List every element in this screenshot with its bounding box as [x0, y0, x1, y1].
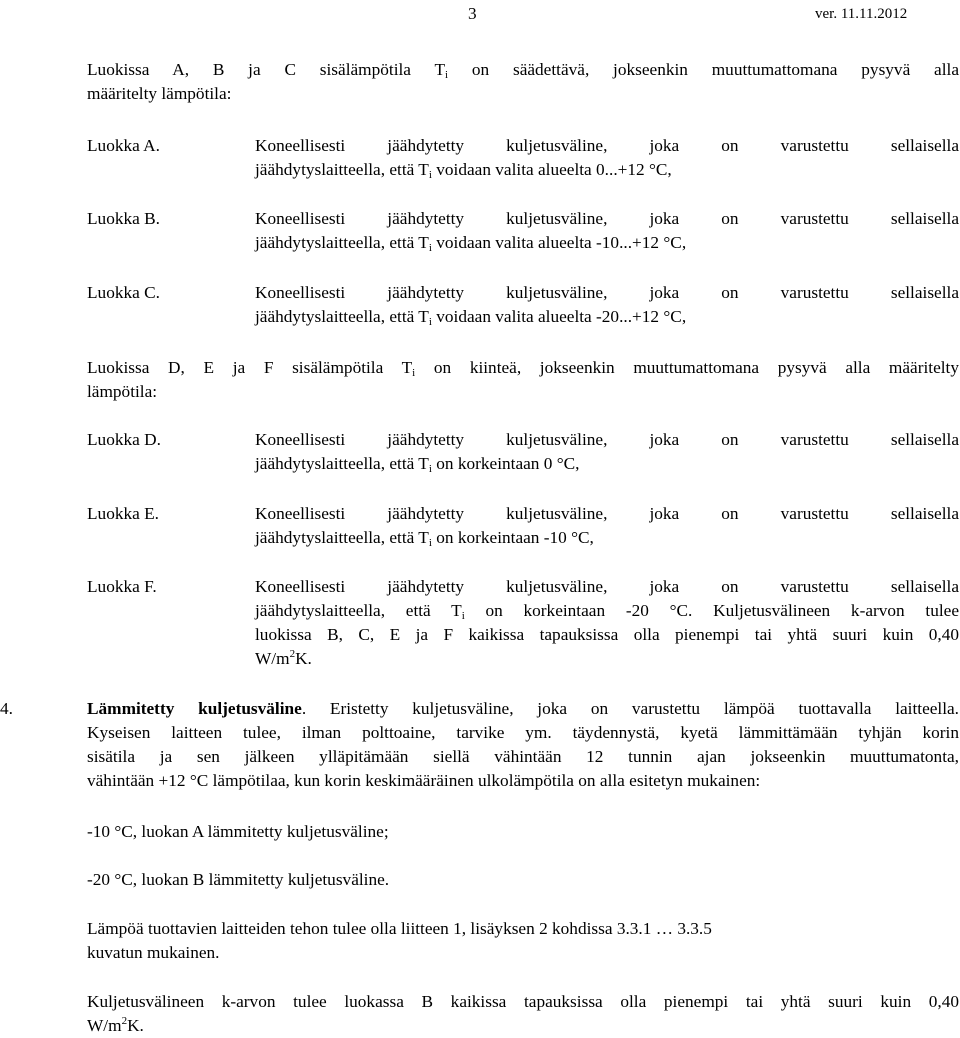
intro-def-paragraph: Luokissa D, E ja F sisälämpötila $T_i$ on kiinteä, jokseenkin muuttumattomana pysyvä alla määritelty lämpötila:	[87, 358, 959, 401]
class-b-label: Luokka B.	[87, 209, 160, 228]
class-b-description: Koneellisesti jäähdytetty kuljetusväline, joka on varustettu sellaisella jäähdytyslaitteella, että $T_i$ voidaan valita alueelta -10...+12 °C,	[255, 209, 959, 254]
class-a-description: Koneellisesti jäähdytetty kuljetusväline, joka on varustettu sellaisella jäähdytyslaitteella, että $T_i$ voidaan valita alueelta 0...+12 °C,	[255, 136, 959, 181]
class-e-description: Koneellisesti jäähdytetty kuljetusväline, joka on varustettu sellaisella jäähdytyslaitteella, että $T_i$ on korkeintaan -10 °C,	[255, 504, 959, 549]
class-e-label: Luokka E.	[87, 504, 159, 523]
class-d-label: Luokka D.	[87, 430, 161, 449]
k-value-note: Kuljetusvälineen k-arvon tulee luokassa B kaikissa tapauksissa olla pienempi tai yhtä suuri kuin 0,40 $W/m^2K$.	[87, 992, 959, 1035]
class-f-label: Luokka F.	[87, 577, 157, 596]
section-4-paragraph: Lämmitetty kuljetusväline. Eristetty kuljetusväline, joka on varustettu lämpöä tuottavalla laitteella. Kyseisen laitteen tulee, ilman polttoaine, tarvike ym. täydennystä, kyetä lämmittämään tyhjän korin sisätila ja sen jälkeen ylläpitämään siellä vähintään 12 tunnin ajan jokseenkin muuttumatonta, vähintään +12 °C lämpötilaa, kun korin keskimääräinen ulkolämpötila on alla esitetyn mukainen:	[87, 699, 960, 790]
section-4-title: Lämmitetty kuljetusväline	[87, 699, 302, 718]
class-c-description: Koneellisesti jäähdytetty kuljetusväline, joka on varustettu sellaisella jäähdytyslaitteella, että $T_i$ voidaan valita alueelta -20...+12 °C,	[255, 283, 959, 328]
heated-class-b: -20 °C, luokan B lämmitetty kuljetusväline.	[87, 870, 390, 889]
power-note: Lämpöä tuottavien laitteiden tehon tulee olla liitteen 1, lisäyksen 2 kohdissa 3.3.1 … 3.3.5 kuvatun mukainen.	[87, 919, 712, 962]
heated-class-a: -10 °C, luokan A lämmitetty kuljetusväline;	[87, 822, 389, 841]
class-a-label: Luokka A.	[87, 136, 160, 155]
intro-abc-paragraph: Luokissa A, B ja C sisälämpötila $T_i$ on säädettävä, jokseenkin muuttumattomana pysyvä alla määritelty lämpötila:	[87, 60, 959, 103]
class-c-label: Luokka C.	[87, 283, 160, 302]
page-number: 3	[468, 4, 477, 23]
version-label: ver. 11.11.2012	[815, 6, 908, 22]
class-f-description: Koneellisesti jäähdytetty kuljetusväline, joka on varustettu sellaisella jäähdytyslaitteella, että $T_i$ on korkeintaan -20 °C. Kuljetusvälineen k-arvon tulee luokissa B, C, E ja F kaikissa tapauksissa olla pienempi tai yhtä suuri kuin 0,40 $W/m^2K$.	[255, 577, 959, 668]
class-d-description: Koneellisesti jäähdytetty kuljetusväline, joka on varustettu sellaisella jäähdytyslaitteella, että $T_i$ on korkeintaan 0 °C,	[255, 430, 959, 475]
section-4-number: 4.	[0, 699, 13, 718]
